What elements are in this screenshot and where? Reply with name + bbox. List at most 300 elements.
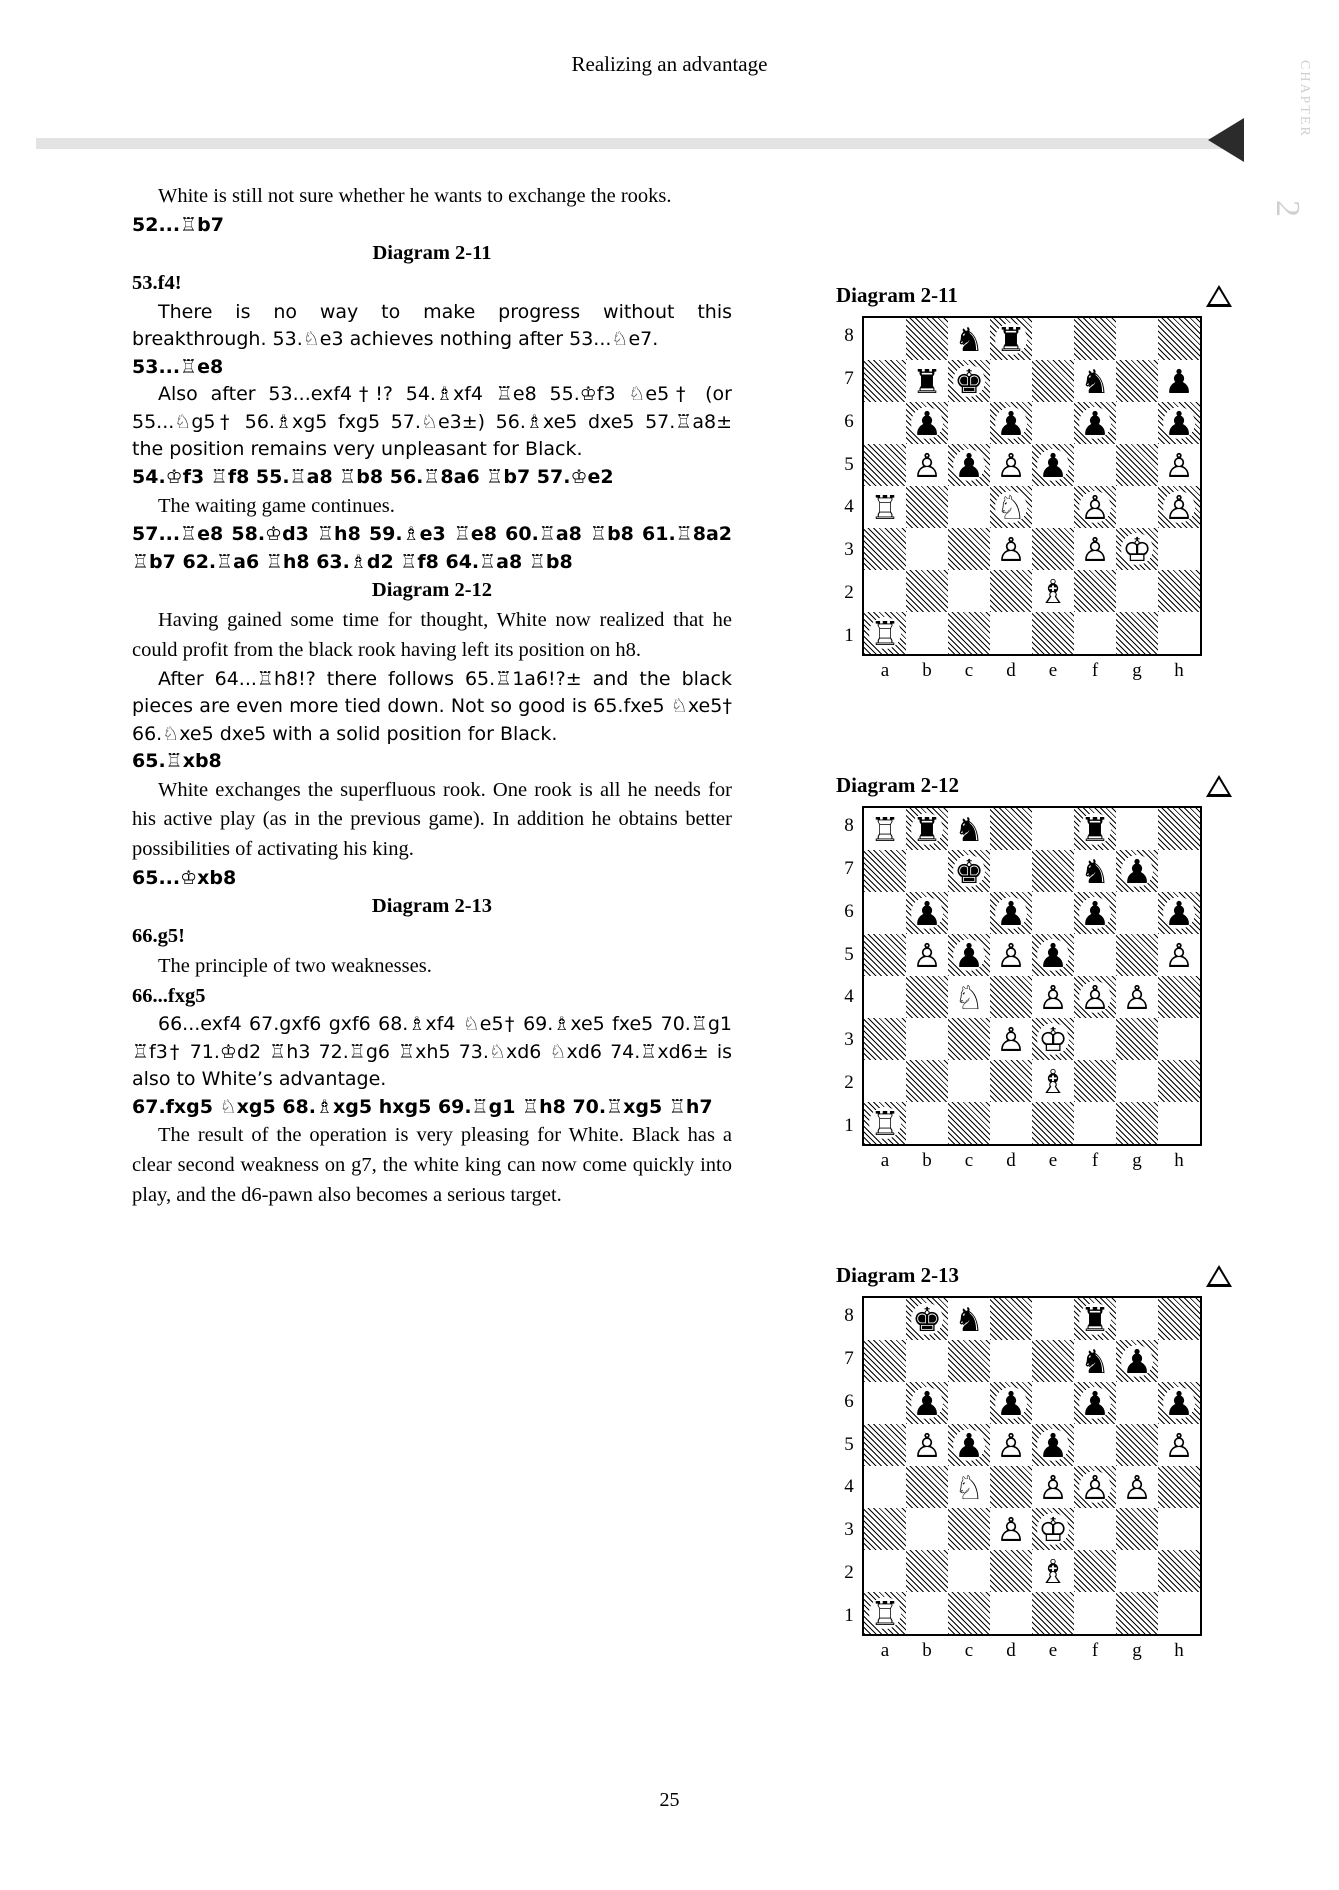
square-e4[interactable] <box>1032 486 1074 528</box>
white-knight-icon[interactable]: ♘ <box>954 977 984 1017</box>
black-pawn-icon[interactable]: ♟ <box>1164 361 1194 401</box>
white-pawn-icon[interactable]: ♙ <box>1038 977 1068 1017</box>
black-king-icon[interactable]: ♚ <box>954 361 984 401</box>
square-e6[interactable] <box>1032 1382 1074 1424</box>
square-c5[interactable] <box>948 1424 990 1466</box>
black-king-icon[interactable]: ♚ <box>912 1299 942 1339</box>
square-e1[interactable] <box>1032 1102 1074 1144</box>
square-h8[interactable] <box>1158 318 1200 360</box>
square-e5[interactable] <box>1032 444 1074 486</box>
diagram-caption-2-11: Diagram 2-11 <box>372 242 492 265</box>
square-d2[interactable] <box>990 570 1032 612</box>
square-g7[interactable] <box>1116 850 1158 892</box>
square-c3[interactable] <box>948 528 990 570</box>
black-knight-icon[interactable]: ♞ <box>954 319 984 359</box>
square-a8[interactable] <box>864 1298 906 1340</box>
white-pawn-icon[interactable]: ♙ <box>1080 977 1110 1017</box>
square-a7[interactable] <box>864 360 906 402</box>
file-label: d <box>1006 1150 1016 1171</box>
white-rook-icon[interactable]: ♖ <box>870 1103 900 1143</box>
white-pawn-icon[interactable]: ♙ <box>996 935 1026 975</box>
square-g6[interactable] <box>1116 892 1158 934</box>
square-b4[interactable] <box>906 1466 948 1508</box>
square-g5[interactable] <box>1116 1424 1158 1466</box>
square-d3[interactable] <box>990 1508 1032 1550</box>
square-e7[interactable] <box>1032 360 1074 402</box>
square-b7[interactable] <box>906 360 948 402</box>
square-a1[interactable] <box>864 1592 906 1634</box>
square-f5[interactable] <box>1074 934 1116 976</box>
square-h3[interactable] <box>1158 1018 1200 1060</box>
square-g2[interactable] <box>1116 1060 1158 1102</box>
square-b3[interactable] <box>906 1018 948 1060</box>
file-label: c <box>964 1150 974 1171</box>
rank-label: 4 <box>844 496 854 518</box>
square-g5[interactable] <box>1116 934 1158 976</box>
square-f2[interactable] <box>1074 570 1116 612</box>
square-a2[interactable] <box>864 570 906 612</box>
square-d4[interactable] <box>990 976 1032 1018</box>
file-label: f <box>1091 660 1099 681</box>
square-d6[interactable] <box>990 1382 1032 1424</box>
square-b4[interactable] <box>906 976 948 1018</box>
square-e3[interactable] <box>1032 1018 1074 1060</box>
white-pawn-icon[interactable]: ♙ <box>996 445 1026 485</box>
square-d1[interactable] <box>990 1102 1032 1144</box>
black-pawn-icon[interactable]: ♟ <box>1080 1383 1110 1423</box>
square-d2[interactable] <box>990 1550 1032 1592</box>
square-a6[interactable] <box>864 402 906 444</box>
black-pawn-icon[interactable]: ♟ <box>1080 403 1110 443</box>
white-pawn-icon[interactable]: ♙ <box>1080 487 1110 527</box>
square-a6[interactable] <box>864 892 906 934</box>
square-e3[interactable] <box>1032 528 1074 570</box>
square-b6[interactable] <box>906 402 948 444</box>
square-f6[interactable] <box>1074 892 1116 934</box>
black-pawn-icon[interactable]: ♟ <box>912 893 942 933</box>
chess-board[interactable] <box>862 1296 1202 1636</box>
square-c3[interactable] <box>948 1508 990 1550</box>
square-f3[interactable] <box>1074 528 1116 570</box>
square-e3[interactable] <box>1032 1508 1074 1550</box>
square-e8[interactable] <box>1032 318 1074 360</box>
chapter-tab-label: CHAPTER <box>1297 60 1312 138</box>
diagram-caption-2-12: Diagram 2-12 <box>371 579 493 602</box>
square-h7[interactable] <box>1158 850 1200 892</box>
square-d7[interactable] <box>990 360 1032 402</box>
white-knight-icon[interactable]: ♘ <box>954 1467 984 1507</box>
white-pawn-icon[interactable]: ♙ <box>996 1425 1026 1465</box>
square-a4[interactable] <box>864 486 906 528</box>
white-pawn-icon[interactable]: ♙ <box>1080 1467 1110 1507</box>
white-king-icon[interactable]: ♔ <box>1038 1509 1068 1549</box>
white-pawn-icon[interactable]: ♙ <box>912 445 942 485</box>
square-b8[interactable] <box>906 1298 948 1340</box>
black-knight-icon[interactable]: ♞ <box>1080 1341 1110 1381</box>
square-h2[interactable] <box>1158 570 1200 612</box>
rank-label: 4 <box>844 1476 854 1498</box>
square-h6[interactable] <box>1158 1382 1200 1424</box>
square-f7[interactable] <box>1074 850 1116 892</box>
square-c1[interactable] <box>948 612 990 654</box>
move-57: 57...♖e8 58.♔d3 ♖h8 59.♗e3 ♖e8 60.♖a8 ♖b8 61.♖8a2 ♖b7 62.♖a6 ♖h8 63.♗d2 ♖f8 64.♖a8 ♖b8 <box>132 523 732 573</box>
square-a4[interactable] <box>864 1466 906 1508</box>
black-rook-icon[interactable]: ♜ <box>912 361 942 401</box>
white-pawn-icon[interactable]: ♙ <box>1164 445 1194 485</box>
file-label: f <box>1091 1640 1099 1661</box>
square-c6[interactable] <box>948 402 990 444</box>
square-g4[interactable] <box>1116 976 1158 1018</box>
square-d4[interactable] <box>990 486 1032 528</box>
square-f1[interactable] <box>1074 1592 1116 1634</box>
square-d1[interactable] <box>990 612 1032 654</box>
black-pawn-icon[interactable]: ♟ <box>912 1383 942 1423</box>
square-h5[interactable] <box>1158 934 1200 976</box>
white-pawn-icon[interactable]: ♙ <box>1164 1425 1194 1465</box>
white-rook-icon[interactable]: ♖ <box>870 809 900 849</box>
square-a1[interactable] <box>864 612 906 654</box>
black-pawn-icon[interactable]: ♟ <box>1038 445 1068 485</box>
square-h6[interactable] <box>1158 892 1200 934</box>
square-f1[interactable] <box>1074 1102 1116 1144</box>
square-f4[interactable] <box>1074 976 1116 1018</box>
file-label: g <box>1132 1640 1142 1661</box>
square-c2[interactable] <box>948 1550 990 1592</box>
square-f2[interactable] <box>1074 1550 1116 1592</box>
paragraph-9: 66...exf4 67.gxf6 gxf6 68.♗xf4 ♘e5† 69.♗xe5 fxe5 70.♖g1 ♖f3† 71.♔d2 ♖h3 72.♖g6 ♖xh5 73.♘xd6 ♘xd6 74.♖xd6± is also to White’s advantage. <box>132 1013 732 1091</box>
square-b8[interactable] <box>906 318 948 360</box>
square-f7[interactable] <box>1074 1340 1116 1382</box>
black-pawn-icon[interactable]: ♟ <box>1038 1425 1068 1465</box>
square-d5[interactable] <box>990 444 1032 486</box>
square-h4[interactable] <box>1158 976 1200 1018</box>
black-rook-icon[interactable]: ♜ <box>1080 1299 1110 1339</box>
black-pawn-icon[interactable]: ♟ <box>1164 893 1194 933</box>
square-c7[interactable] <box>948 1340 990 1382</box>
rank-label: 2 <box>844 1562 854 1584</box>
square-b7[interactable] <box>906 850 948 892</box>
square-a2[interactable] <box>864 1060 906 1102</box>
square-d6[interactable] <box>990 892 1032 934</box>
black-pawn-icon[interactable]: ♟ <box>912 403 942 443</box>
square-f5[interactable] <box>1074 444 1116 486</box>
square-e1[interactable] <box>1032 1592 1074 1634</box>
square-g5[interactable] <box>1116 444 1158 486</box>
square-h5[interactable] <box>1158 444 1200 486</box>
square-b6[interactable] <box>906 892 948 934</box>
file-label: g <box>1132 1150 1142 1171</box>
rank-label: 7 <box>844 857 854 879</box>
square-b1[interactable] <box>906 612 948 654</box>
square-f4[interactable] <box>1074 486 1116 528</box>
square-a3[interactable] <box>864 1508 906 1550</box>
paragraph-8: The principle of two weaknesses. <box>158 954 432 977</box>
square-d2[interactable] <box>990 1060 1032 1102</box>
square-h7[interactable] <box>1158 1340 1200 1382</box>
white-rook-icon[interactable]: ♖ <box>870 1593 900 1633</box>
square-a1[interactable] <box>864 1102 906 1144</box>
black-pawn-icon[interactable]: ♟ <box>1038 935 1068 975</box>
black-pawn-icon[interactable]: ♟ <box>1164 403 1194 443</box>
white-to-move-icon <box>1206 1265 1232 1287</box>
square-e2[interactable] <box>1032 570 1074 612</box>
rank-label: 2 <box>844 1072 854 1094</box>
rank-label: 1 <box>844 1114 854 1136</box>
square-d8[interactable] <box>990 1298 1032 1340</box>
file-label: c <box>964 1640 974 1661</box>
paragraph-5: Having gained some time for thought, White now realized that he could profit from the black rook having left its position on h8. <box>132 609 732 661</box>
square-f3[interactable] <box>1074 1508 1116 1550</box>
black-knight-icon[interactable]: ♞ <box>1080 851 1110 891</box>
square-h3[interactable] <box>1158 1508 1200 1550</box>
rank-label: 1 <box>844 1604 854 1626</box>
black-pawn-icon[interactable]: ♟ <box>1122 851 1152 891</box>
white-pawn-icon[interactable]: ♙ <box>996 1509 1026 1549</box>
square-c4[interactable] <box>948 976 990 1018</box>
square-d4[interactable] <box>990 1466 1032 1508</box>
square-e1[interactable] <box>1032 612 1074 654</box>
white-pawn-icon[interactable]: ♙ <box>1164 487 1194 527</box>
square-b6[interactable] <box>906 1382 948 1424</box>
square-b1[interactable] <box>906 1592 948 1634</box>
square-c6[interactable] <box>948 1382 990 1424</box>
white-pawn-icon[interactable]: ♙ <box>1164 935 1194 975</box>
black-rook-icon[interactable]: ♜ <box>912 809 942 849</box>
square-d7[interactable] <box>990 1340 1032 1382</box>
square-b4[interactable] <box>906 486 948 528</box>
white-pawn-icon[interactable]: ♙ <box>912 1425 942 1465</box>
square-h6[interactable] <box>1158 402 1200 444</box>
square-g1[interactable] <box>1116 1102 1158 1144</box>
square-g6[interactable] <box>1116 402 1158 444</box>
square-c5[interactable] <box>948 444 990 486</box>
square-f1[interactable] <box>1074 612 1116 654</box>
square-c4[interactable] <box>948 486 990 528</box>
square-h4[interactable] <box>1158 486 1200 528</box>
square-b8[interactable] <box>906 808 948 850</box>
square-b2[interactable] <box>906 1550 948 1592</box>
black-rook-icon[interactable]: ♜ <box>1080 809 1110 849</box>
square-a3[interactable] <box>864 1018 906 1060</box>
square-c8[interactable] <box>948 808 990 850</box>
square-e6[interactable] <box>1032 892 1074 934</box>
white-pawn-icon[interactable]: ♙ <box>1122 1467 1152 1507</box>
square-h1[interactable] <box>1158 612 1200 654</box>
square-g7[interactable] <box>1116 360 1158 402</box>
white-bishop-icon[interactable]: ♗ <box>1038 1061 1068 1101</box>
square-f2[interactable] <box>1074 1060 1116 1102</box>
black-pawn-icon[interactable]: ♟ <box>954 1425 984 1465</box>
black-pawn-icon[interactable]: ♟ <box>996 893 1026 933</box>
square-e5[interactable] <box>1032 1424 1074 1466</box>
square-h1[interactable] <box>1158 1592 1200 1634</box>
square-h8[interactable] <box>1158 1298 1200 1340</box>
square-g8[interactable] <box>1116 1298 1158 1340</box>
black-king-icon[interactable]: ♚ <box>954 851 984 891</box>
square-g3[interactable] <box>1116 528 1158 570</box>
square-f6[interactable] <box>1074 1382 1116 1424</box>
square-a3[interactable] <box>864 528 906 570</box>
square-a4[interactable] <box>864 976 906 1018</box>
square-h5[interactable] <box>1158 1424 1200 1466</box>
file-label: g <box>1132 660 1142 681</box>
square-b3[interactable] <box>906 528 948 570</box>
black-rook-icon[interactable]: ♜ <box>996 319 1026 359</box>
square-c6[interactable] <box>948 892 990 934</box>
square-d1[interactable] <box>990 1592 1032 1634</box>
white-pawn-icon[interactable]: ♙ <box>996 1019 1026 1059</box>
square-h3[interactable] <box>1158 528 1200 570</box>
black-pawn-icon[interactable]: ♟ <box>1164 1383 1194 1423</box>
square-b2[interactable] <box>906 1060 948 1102</box>
square-c7[interactable] <box>948 360 990 402</box>
square-h2[interactable] <box>1158 1550 1200 1592</box>
rank-label: 2 <box>844 582 854 604</box>
square-h1[interactable] <box>1158 1102 1200 1144</box>
square-e2[interactable] <box>1032 1550 1074 1592</box>
move-52: 52...♖b7 <box>132 213 224 236</box>
square-c3[interactable] <box>948 1018 990 1060</box>
square-c1[interactable] <box>948 1102 990 1144</box>
square-d5[interactable] <box>990 1424 1032 1466</box>
square-f8[interactable] <box>1074 808 1116 850</box>
square-e5[interactable] <box>1032 934 1074 976</box>
square-c1[interactable] <box>948 1592 990 1634</box>
file-label: c <box>964 660 974 681</box>
white-pawn-icon[interactable]: ♙ <box>1038 1467 1068 1507</box>
white-pawn-icon[interactable]: ♙ <box>912 935 942 975</box>
square-f5[interactable] <box>1074 1424 1116 1466</box>
white-pawn-icon[interactable]: ♙ <box>1080 529 1110 569</box>
square-a2[interactable] <box>864 1550 906 1592</box>
square-d3[interactable] <box>990 528 1032 570</box>
square-e8[interactable] <box>1032 1298 1074 1340</box>
square-a5[interactable] <box>864 1424 906 1466</box>
square-b2[interactable] <box>906 570 948 612</box>
square-c2[interactable] <box>948 570 990 612</box>
white-king-icon[interactable]: ♔ <box>1122 529 1152 569</box>
square-c4[interactable] <box>948 1466 990 1508</box>
black-knight-icon[interactable]: ♞ <box>954 809 984 849</box>
square-e7[interactable] <box>1032 850 1074 892</box>
square-b3[interactable] <box>906 1508 948 1550</box>
black-pawn-icon[interactable]: ♟ <box>996 403 1026 443</box>
square-b5[interactable] <box>906 934 948 976</box>
white-bishop-icon[interactable]: ♗ <box>1038 571 1068 611</box>
square-d3[interactable] <box>990 1018 1032 1060</box>
square-e2[interactable] <box>1032 1060 1074 1102</box>
square-g4[interactable] <box>1116 1466 1158 1508</box>
square-g1[interactable] <box>1116 1592 1158 1634</box>
square-h4[interactable] <box>1158 1466 1200 1508</box>
square-c8[interactable] <box>948 1298 990 1340</box>
white-pawn-icon[interactable]: ♙ <box>1122 977 1152 1017</box>
chess-board[interactable] <box>862 806 1202 1146</box>
black-pawn-icon[interactable]: ♟ <box>996 1383 1026 1423</box>
black-pawn-icon[interactable]: ♟ <box>1080 893 1110 933</box>
white-bishop-icon[interactable]: ♗ <box>1038 1551 1068 1591</box>
square-c2[interactable] <box>948 1060 990 1102</box>
square-a7[interactable] <box>864 1340 906 1382</box>
chess-board[interactable] <box>862 316 1202 656</box>
black-pawn-icon[interactable]: ♟ <box>1122 1341 1152 1381</box>
black-knight-icon[interactable]: ♞ <box>954 1299 984 1339</box>
square-b5[interactable] <box>906 1424 948 1466</box>
diagram-header <box>836 283 1232 308</box>
square-c5[interactable] <box>948 934 990 976</box>
square-g3[interactable] <box>1116 1508 1158 1550</box>
rank-label: 1 <box>844 624 854 646</box>
square-e4[interactable] <box>1032 976 1074 1018</box>
square-h7[interactable] <box>1158 360 1200 402</box>
white-king-icon[interactable]: ♔ <box>1038 1019 1068 1059</box>
file-labels <box>864 1640 1232 1662</box>
square-e8[interactable] <box>1032 808 1074 850</box>
rank-label: 7 <box>844 367 854 389</box>
square-h8[interactable] <box>1158 808 1200 850</box>
square-f3[interactable] <box>1074 1018 1116 1060</box>
square-g1[interactable] <box>1116 612 1158 654</box>
square-g8[interactable] <box>1116 318 1158 360</box>
white-to-move-icon <box>1206 775 1232 797</box>
square-d8[interactable] <box>990 318 1032 360</box>
square-b5[interactable] <box>906 444 948 486</box>
square-g3[interactable] <box>1116 1018 1158 1060</box>
square-f8[interactable] <box>1074 318 1116 360</box>
square-g6[interactable] <box>1116 1382 1158 1424</box>
square-e6[interactable] <box>1032 402 1074 444</box>
move-65-black: 65...♔xb8 <box>132 866 237 889</box>
square-f7[interactable] <box>1074 360 1116 402</box>
square-a8[interactable] <box>864 318 906 360</box>
square-d7[interactable] <box>990 850 1032 892</box>
square-f6[interactable] <box>1074 402 1116 444</box>
square-d6[interactable] <box>990 402 1032 444</box>
white-pawn-icon[interactable]: ♙ <box>996 529 1026 569</box>
board-wrapper <box>836 1296 1232 1636</box>
black-knight-icon[interactable]: ♞ <box>1080 361 1110 401</box>
square-b7[interactable] <box>906 1340 948 1382</box>
square-c7[interactable] <box>948 850 990 892</box>
square-a5[interactable] <box>864 444 906 486</box>
white-knight-icon[interactable]: ♘ <box>996 487 1026 527</box>
square-a6[interactable] <box>864 1382 906 1424</box>
square-f4[interactable] <box>1074 1466 1116 1508</box>
black-pawn-icon[interactable]: ♟ <box>954 935 984 975</box>
paragraph-3: Also after 53...exf4†!? 54.♗xf4 ♖e8 55.♔f3 ♘e5† (or 55...♘g5† 56.♗xg5 fxg5 57.♘e3±) 56.♗xe5 dxe5 57.♖a8± the position remains very unpleasant for Black. <box>132 383 732 461</box>
square-a8[interactable] <box>864 808 906 850</box>
square-f8[interactable] <box>1074 1298 1116 1340</box>
black-pawn-icon[interactable]: ♟ <box>954 445 984 485</box>
square-h2[interactable] <box>1158 1060 1200 1102</box>
square-a5[interactable] <box>864 934 906 976</box>
square-g2[interactable] <box>1116 1550 1158 1592</box>
square-g2[interactable] <box>1116 570 1158 612</box>
white-rook-icon[interactable]: ♖ <box>870 487 900 527</box>
square-e7[interactable] <box>1032 1340 1074 1382</box>
square-d5[interactable] <box>990 934 1032 976</box>
file-label: a <box>880 1640 890 1661</box>
square-a7[interactable] <box>864 850 906 892</box>
square-g4[interactable] <box>1116 486 1158 528</box>
square-c8[interactable] <box>948 318 990 360</box>
white-rook-icon[interactable]: ♖ <box>870 613 900 653</box>
square-g8[interactable] <box>1116 808 1158 850</box>
square-g7[interactable] <box>1116 1340 1158 1382</box>
square-b1[interactable] <box>906 1102 948 1144</box>
square-e4[interactable] <box>1032 1466 1074 1508</box>
square-d8[interactable] <box>990 808 1032 850</box>
